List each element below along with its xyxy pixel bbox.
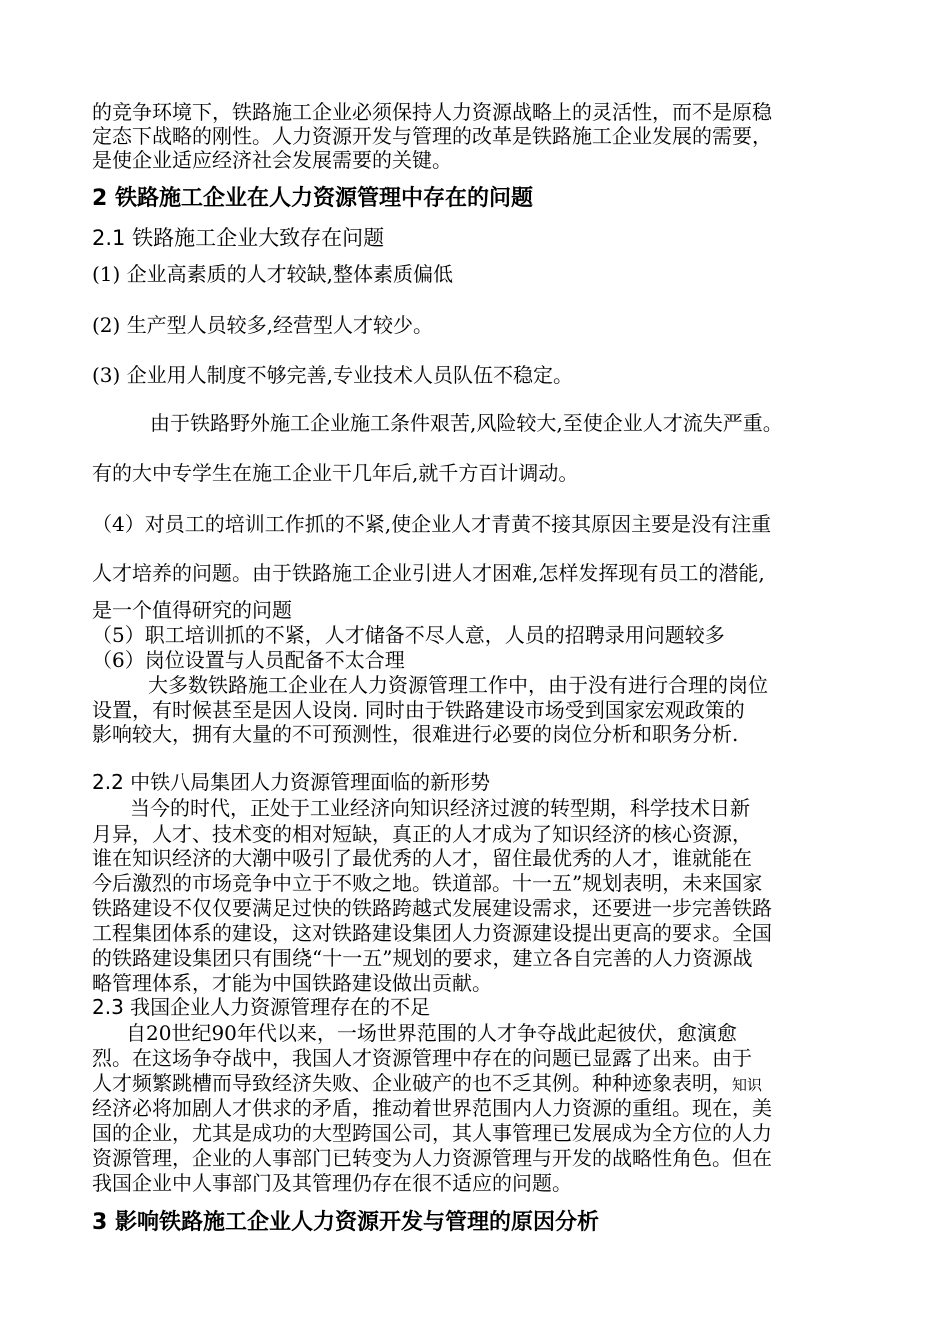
list-item-4-line-3: 是一个值得研究的问题 (92, 598, 292, 622)
section-2-3-heading: 2.3 我国企业人力资源管理存在的不足 (92, 995, 431, 1019)
section-2-2-heading: 2.2 中铁八局集团人力资源管理面临的新形势 (92, 770, 491, 794)
s23-line-1: 自20世纪90年代以来，一场世界范围的人才争夺战此起彼伏，愈演愈 (126, 1021, 737, 1045)
s23-line-3-text: 人才频繁跳槽而导致经济失败、企业破产的也不乏其例。种种迹象表明， (92, 1071, 732, 1095)
list-item-4-line-1: （4）对员工的培训工作抓的不紧,使企业人才青黄不接其原因主要是没有注重 (92, 512, 772, 536)
list-item-5: （5）职工培训抓的不紧，人才储备不尽人意，人员的招聘录用问题较多 (92, 623, 725, 647)
s23-line-2: 烈。在这场争夺战中，我国人才资源管理中存在的问题已显露了出来。由于 (92, 1046, 752, 1070)
list-item-6: （6）岗位设置与人员配备不太合理 (92, 648, 405, 672)
s22-line-4: 今后激烈的市场竞争中立于不败之地。铁道部。十一五”规划表明，未来国家 (92, 871, 763, 895)
item-6-paragraph-line-2: 设置，有时候甚至是因人设岗. 同时由于铁路建设市场受到国家宏观政策的 (92, 698, 745, 722)
item-6-paragraph-line-3: 影响较大，拥有大量的不可预测性，很难进行必要的岗位分析和职务分析. (92, 722, 739, 746)
s22-line-8: 略管理体系，才能为中国铁路建设做出贡献。 (92, 971, 492, 995)
s23-line-4: 经济必将加剧人才供求的矛盾，推动着世界范围内人力资源的重组。现在，美 (92, 1096, 772, 1120)
section-2-1-heading: 2.1 铁路施工企业大致存在问题 (92, 226, 385, 250)
section-3-heading: 3 影响铁路施工企业人力资源开发与管理的原因分析 (92, 1210, 599, 1235)
section-2-heading: 2 铁路施工企业在人力资源管理中存在的问题 (92, 186, 533, 211)
s22-line-2: 月异，人才、技术变的相对短缺，真正的人才成为了知识经济的核心资源， (92, 822, 752, 846)
list-item-2: (2) 生产型人员较多,经营型人才较少。 (92, 313, 434, 337)
item-3-paragraph-line-2: 有的大中专学生在施工企业干几年后,就千方百计调动。 (92, 461, 579, 485)
s23-line-7: 我国企业中人事部门及其管理仍存在很不适应的问题。 (92, 1171, 572, 1195)
intro-line-1: 的竞争环境下，铁路施工企业必须保持人力资源战略上的灵活性，而不是原稳 (92, 100, 772, 124)
s22-line-1: 当今的时代，正处于工业经济向知识经济过渡的转型期，科学技术日新 (130, 796, 750, 820)
s22-line-7: 的铁路建设集团只有围绕“十一五”规划的要求，建立各自完善的人力资源战 (92, 946, 753, 970)
item-6-paragraph-line-1: 大多数铁路施工企业在人力资源管理工作中，由于没有进行合理的岗位 (148, 673, 768, 697)
list-item-3: (3) 企业用人制度不够完善,专业技术人员队伍不稳定。 (92, 363, 574, 387)
s22-line-3: 谁在知识经济的大潮中吸引了最优秀的人才，留住最优秀的人才，谁就能在 (92, 846, 752, 870)
s23-line-5: 国的企业，尤其是成功的大型跨国公司，其人事管理已发展成为全方位的人力 (92, 1121, 772, 1145)
intro-line-2: 定态下战略的刚性。人力资源开发与管理的改革是铁路施工企业发展的需要， (92, 124, 772, 148)
s23-line-3 (92, 1071, 762, 1097)
list-item-4-line-2: 人才培养的问题。由于铁路施工企业引进人才困难,怎样发挥现有员工的潜能, (92, 561, 765, 585)
list-item-1: (1) 企业高素质的人才较缺,整体素质偏低 (92, 262, 454, 286)
s22-line-5: 铁路建设不仅仅要满足过快的铁路跨越式发展建设需求，还要进一步完善铁路 (92, 896, 772, 920)
s23-line-6: 资源管理，企业的人事部门已转变为人力资源管理与开发的战略性角色。但在 (92, 1146, 772, 1170)
item-3-paragraph-line-1: 由于铁路野外施工企业施工条件艰苦,风险较大,至使企业人才流失严重。 (150, 411, 783, 435)
intro-line-3: 是使企业适应经济社会发展需要的关键。 (92, 148, 452, 172)
s22-line-6: 工程集团体系的建设，这对铁路建设集团人力资源建设提出更高的要求。全国 (92, 921, 772, 945)
s23-line-3-small-tail: 知识 (732, 1076, 763, 1094)
